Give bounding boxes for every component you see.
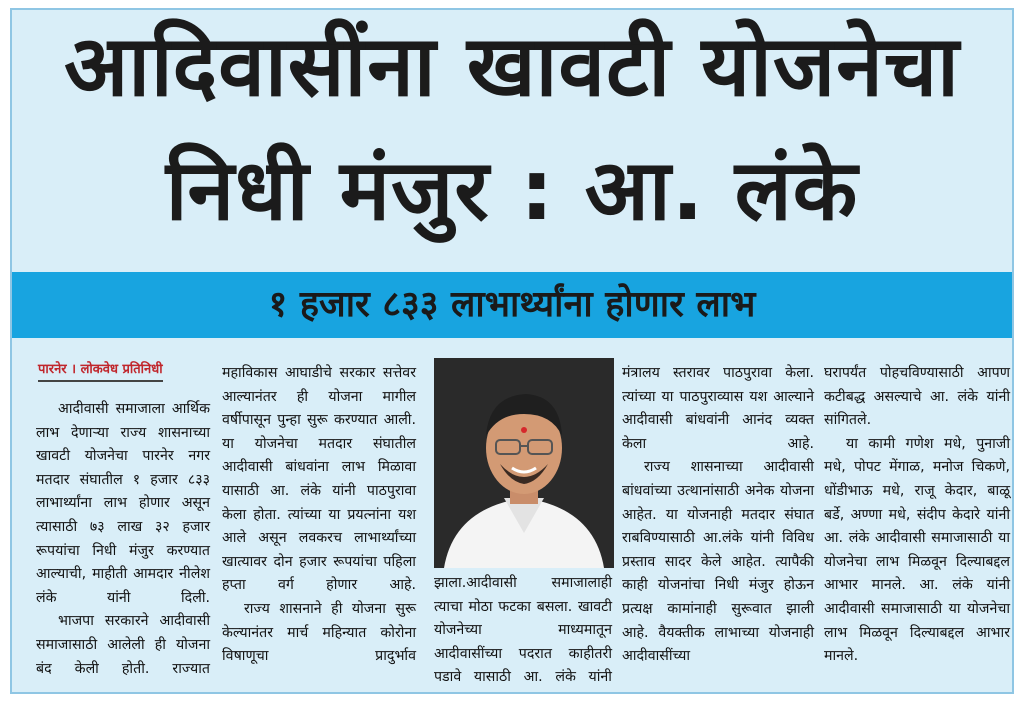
byline: पारनेर । लोकवेध प्रतिनिधी [38,359,163,382]
headline-line-1: आदिवासींना खावटी योजनेचा [64,17,960,115]
headline-line-2: निधी मंजुर : आ. लंके [165,141,859,239]
article-column-2 [222,362,416,669]
paragraph: राज्य शासनाने ही योजना सुरू केल्यानंतर मार्च महिन्यात कोरोना विषाणूचा प्रादुर्भाव [222,600,416,665]
paragraph: आदीवासी समाजाला आर्थिक लाभ देणाऱ्या राज्य शासनाच्या खावटी योजनेचा पारनेर नगर मतदार संघातील १ हजार ८३३ लाभार्थ्यांना लाभ होणार असून त्यासाठी ७३ लाख ३२ हजार रूपयांचा निधी मंजुर करण्यात आल्याची, माहीती आमदार नीलेश लंके यांनी दिली. [36,401,210,606]
paragraph: भाजपा सरकारने आदीवासी समाजासाठी आलेली ही योजना बंद केली होती. राज्यात [36,613,210,677]
paragraph: झाला.आदीवासी समाजालाही त्याचा मोठा फटका बसला. खावटी योजनेच्या माध्यमातून आदीवासींच्या पदरात काहीतरी पडावे यासाठी आ. लंके यांनी [434,575,612,686]
article-column-5 [824,362,1010,669]
paragraph: राज्य शासनाच्या आदीवासी बांधवांच्या उत्थानांसाठी अनेक योजना आहेत. या योजनाही मतदार संघात राबविण्यासाठी आ.लंके यांनी विविध प्रस्ताव सादर केले आहेत. त्यापैकी काही योजनांचा निधी मंजुर होऊन प्रत्यक्ष कामांनाही सुरूवात झाली आहे. वैयक्तीक लाभाच्या योजनाही आदीवासींच्या [622,459,814,665]
portrait-illustration [434,358,614,568]
article-column-4 [622,362,814,669]
subheadline: १ हजार ८३३ लाभार्थ्यांना होणार लाभ [268,284,756,325]
portrait-photo [434,358,614,568]
paragraph: घरापर्यंत पोहचविण्यासाठी आपण कटीबद्ध असल्याचे आ. लंके यांनी सांगितले. [824,365,1010,429]
paragraph: मंत्रालय स्तरावर पाठपुरावा केला. त्यांच्या या पाठपुराव्यास यश आल्याने आदीवासी बांधवांनी आनंद व्यक्त केला आहे. [622,365,814,452]
headline [12,16,1012,240]
article-column-1 [36,398,210,681]
paragraph: या कामी गणेश मधे, पुनाजी मधे, पोपट मेंगाळ, मनोज चिकणे, धोंडीभाऊ मधे, राजू केदार, बाळू बर्डे, अण्णा मधे, संदीप केदारे यांनी आ. लंके आदीवासी समाजासाठी या योजनेचा लाभ मिळवून दिल्याबद्दल आभार मानले. आ. लंके यांनी आदीवासी समाजासाठी या योजनेचा लाभ मिळवून दिल्याबद्दल आभार मानले. [824,435,1010,665]
paragraph: महाविकास आघाडीचे सरकार सत्तेवर आल्यानंतर ही योजना मागील वर्षीपासून पुन्हा सुरू करण्यात आली. या योजनेचा मतदार संघातील आदीवासी बांधवांना लाभ मिळावा यासाठी आ. लंके यांनी पाठपुरावा केला होता. त्यांच्या या प्रयत्नांना यश आले असून लवकरच लाभार्थ्यांच्या खात्यावर दोन हजार रूपयांचा पहिला हप्ता वर्ग होणार आहे. [222,365,416,594]
article-column-3 [434,572,612,690]
newspaper-clipping [10,8,1014,694]
subheadline-bar [12,272,1012,338]
